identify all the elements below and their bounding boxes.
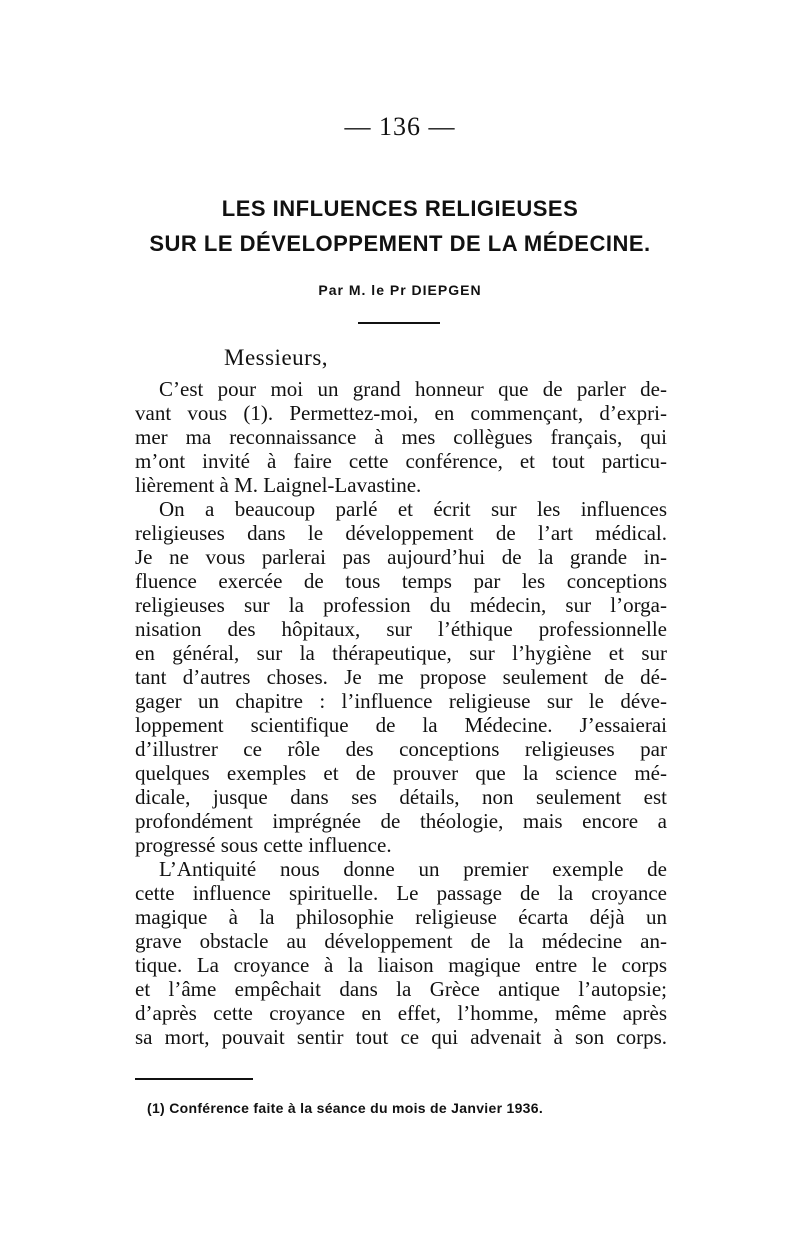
title-divider bbox=[358, 322, 440, 324]
text-line: sa mort, pouvait sentir tout ce qui advenait à son corps. bbox=[135, 1025, 667, 1049]
text-line: vant vous (1). Permettez-moi, en commençant, d’expri- bbox=[135, 401, 667, 425]
footnote-divider bbox=[135, 1078, 253, 1080]
text-line: Je ne vous parlerai pas aujourd’hui de la grande in- bbox=[135, 545, 667, 569]
text-line: progressé sous cette influence. bbox=[135, 833, 392, 857]
text-line: L’Antiquité nous donne un premier exemple de bbox=[159, 857, 667, 881]
body-text bbox=[135, 377, 667, 1049]
text-line: tique. La croyance à la liaison magique entre le corps bbox=[135, 953, 667, 977]
text-line: magique à la philosophie religieuse écarta déjà un bbox=[135, 905, 667, 929]
text-line: dicale, jusque dans ses détails, non seulement est bbox=[135, 785, 667, 809]
text-line: en général, sur la thérapeutique, sur l’hygiène et sur bbox=[135, 641, 667, 665]
text-line: mer ma reconnaissance à mes collègues français, qui bbox=[135, 425, 667, 449]
footnote: (1) Conférence faite à la séance du mois de Janvier 1936. bbox=[147, 1100, 544, 1116]
page-number: — 136 — bbox=[344, 112, 456, 141]
text-line: quelques exemples et de prouver que la science mé- bbox=[135, 761, 667, 785]
text-line: cette influence spirituelle. Le passage de la croyance bbox=[135, 881, 667, 905]
text-line: religieuses dans le développement de l’art médical. bbox=[135, 521, 667, 545]
text-line: profondément imprégnée de théologie, mais encore a bbox=[135, 809, 667, 833]
text-line: lièrement à M. Laignel-Lavastine. bbox=[135, 473, 422, 497]
text-line: loppement scientifique de la Médecine. J’essaierai bbox=[135, 713, 667, 737]
text-line: et l’âme empêchait dans la Grèce antique l’autopsie; bbox=[135, 977, 667, 1001]
text-line: grave obstacle au développement de la médecine an- bbox=[135, 929, 667, 953]
text-line: fluence exercée de tous temps par les conceptions bbox=[135, 569, 667, 593]
salutation: Messieurs, bbox=[224, 345, 329, 370]
text-line: nisation des hôpitaux, sur l’éthique professionnelle bbox=[135, 617, 667, 641]
text-line: d’illustrer ce rôle des conceptions religieuses par bbox=[135, 737, 667, 761]
text-line: m’ont invité à faire cette conférence, et tout particu- bbox=[135, 449, 667, 473]
text-line: On a beaucoup parlé et écrit sur les influences bbox=[159, 497, 667, 521]
article-title-line-2: SUR LE DÉVELOPPEMENT DE LA MÉDECINE. bbox=[149, 231, 651, 256]
text-line: C’est pour moi un grand honneur que de parler de- bbox=[159, 377, 667, 401]
article-title-line-1: LES INFLUENCES RELIGIEUSES bbox=[221, 196, 579, 221]
text-line: tant d’autres choses. Je me propose seulement de dé- bbox=[135, 665, 667, 689]
text-line: d’après cette croyance en effet, l’homme, même après bbox=[135, 1001, 667, 1025]
author-byline: Par M. le Pr DIEPGEN bbox=[318, 282, 482, 298]
text-line: gager un chapitre : l’influence religieuse sur le déve- bbox=[135, 689, 667, 713]
text-line: religieuses sur la profession du médecin, sur l’orga- bbox=[135, 593, 667, 617]
